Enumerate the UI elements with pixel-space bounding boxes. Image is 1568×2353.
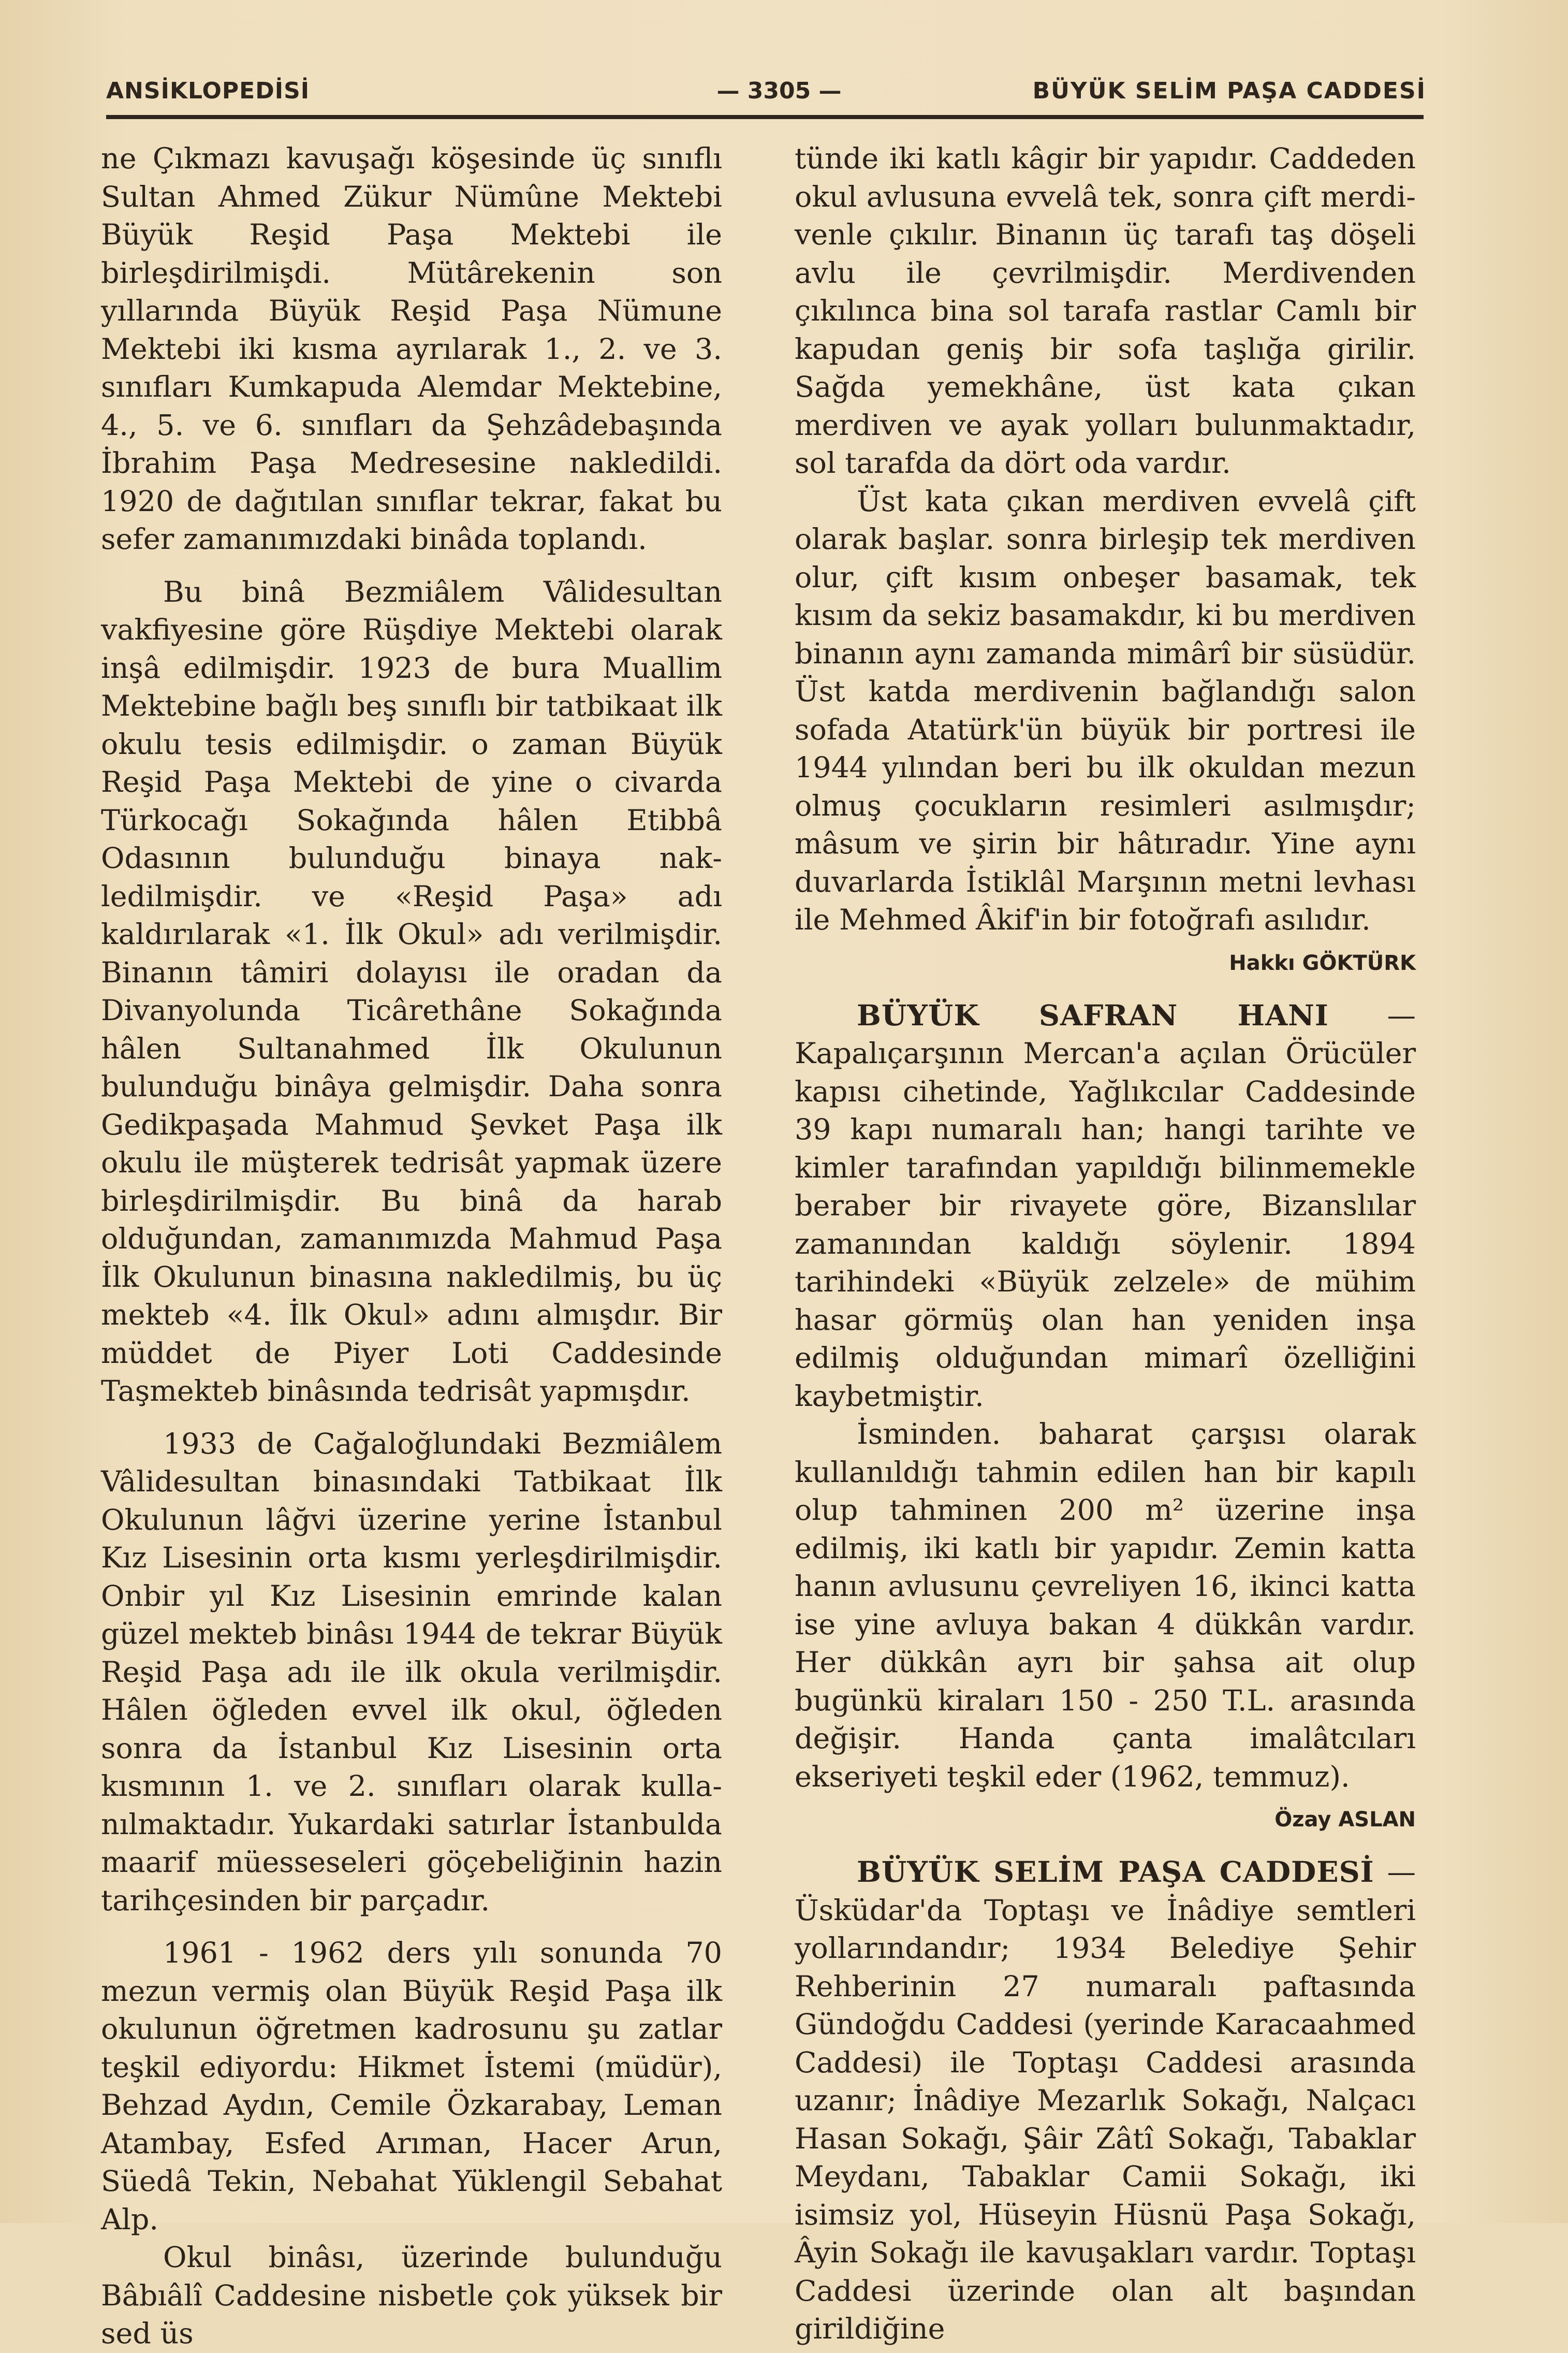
paragraph: İsminden. baharat çarşısı olarak kullanıldığı tahmin edilen han bir kapılı olup tahminen 200 m² üzerine inşa edilmiş, iki katlı bir yapıdır. Zemin katta hanın avlusunu çevreliyen 16, ikinci katta ise yine avluya bakan 4 dükkân vardır. Her dükkân ayrı bir şahsa ait olup bugünkü kiraları 150 - 250 T.L. arasında değişir. Handa çanta imalâtcıları ekseriyeti teşkil eder (1962, temmuz). <box>795 1417 1416 1794</box>
paragraph: Bu binâ Bezmiâlem Vâlidesultan vakfiyesine göre Rüşdiye Mektebi olarak inşâ edilmişdir. 1923 de bura Muallim Mektebine bağlı beş sınıflı bir tatbikaat ilk okulu tesis edilmişdir. o zaman Büyük Reşid Paşa Mektebi de yine o civarda Türkocağı Sokağında hâlen Etibbâ Odasının bulunduğu binaya nakledilmişdir. ve «Reşid Paşa» adı kaldırılarak «1. İlk Okul» adı verilmişdir. Binanın tâmiri dolayısı ile oradan da Divanyolunda Ticârethâne Sokağında hâlen Sultanahmed İlk Okulunun bulunduğu binâya gelmişdir. Daha sonra Gedikpaşada Mahmud Şevket Paşa ilk okulu ile müşterek tedrisât yapmak üzere birleşdirilmişdir. Bu binâ da harab olduğundan, zamanımızda Mahmud Paşa İlk Okulunun binasına nakledilmiş, bu üç mekteb «4. İlk Okul» adını almışdır. Bir müddet de Piyer Loti Caddesinde Taşmekteb binâsında tedrisât yapmışdır. <box>101 575 722 1408</box>
entry-text: — Kapalıçarşının Mercan'a açılan Örücüler kapısı cihetinde, Yağlıkcılar Caddesinde 39 kapı numaralı han; hangi tarihte ve kimler tarafından yapıldığı bilinmemekle beraber bir rivayete göre, Bizanslılar zamanından kaldığı söylenir. 1894 tarihindeki «Büyük zelzele» de mühim hasar görmüş olan han yeniden inşa edilmiş olduğundan mimarî özelliğini kaybetmiştir. <box>795 998 1416 1413</box>
entry-text: — Üsküdar'da Toptaşı ve İnâdiye semtleri yollarındandır; 1934 Belediye Şehir Rehberinin 27 numaralı paftasında Gündoğdu Caddesi (yerinde Karacaahmed Caddesi) ile Toptaşı Caddesi arasında uzanır; İnâdiye Mezarlık Sokağı, Nalçacı Hasan Sokağı, Şâir Zâtî Sokağı, Tabaklar Meydanı, Tabaklar Camii Sokağı, iki isimsiz yol, Hüseyin Hüsnü Paşa Sokağı, Âyin Sokağı ile kavuşakları vardır. Toptaşı Caddesi üzerinde olan alt başından girildiğine <box>795 1855 1416 2346</box>
paragraph: 1933 de Cağaloğlundaki Bezmiâlem Vâlidesultan binasındaki Tatbikaat İlk Okulunun lâğvi üzerine yerine İstanbul Kız Lisesinin orta kısmı yerleşdirilmişdir. Onbir yıl Kız Lisesinin emrinde kalan güzel mekteb binâsı 1944 de tekrar Büyük Reşid Paşa adı ile ilk okula verilmişdir. Hâlen öğleden evvel ilk okul, öğleden sonra da İstanbul Kız Lisesinin orta kısmının 1. ve 2. sınıfları olarak kullanılmaktadır. Yukardaki satırlar İstanbulda maarif müesseseleri göçebeliğinin hazin tarihçesinden bir parçadır. <box>101 1427 722 1918</box>
author-signature: Hakkı GÖKTÜRK <box>1229 951 1416 975</box>
page-number: — 3305 — <box>716 78 842 104</box>
paragraph: 1961 - 1962 ders yılı sonunda 70 mezun vermiş olan Büyük Reşid Paşa ilk okulunun öğretmen kadrosunu şu zatlar teşkil ediyordu: Hikmet İstemi (müdür), Behzad Aydın, Cemile Özkarabay, Leman Atambay, Esfed Arıman, Hacer Arun, Süedâ Tekin, Nebahat Yüklengil Sebahat Alp. <box>101 1936 722 2236</box>
paragraph: ne Çıkmazı kavuşağı köşesinde üç sınıflı Sultan Ahmed Zükur Nümûne Mektebi Büyük Reşid Paşa Mektebi ile birleşdirilmişdi. Mütârekenin son yıllarında Büyük Reşid Paşa Nümune Mektebi iki kısma ayrılarak 1., 2. ve 3. sınıfları Kumkapuda Alemdar Mektebine, 4., 5. ve 6. sınıfları da Şehzâdebaşında İbrahim Paşa Medresesine nakledildi. 1920 de dağıtılan sınıflar tekrar, fakat bu sefer zamanımızdaki binâda toplandı. <box>101 142 722 556</box>
entry-title: BÜYÜK SELİM PAŞA CADDESİ <box>857 1855 1374 1889</box>
paragraph: Üst kata çıkan merdiven evvelâ çift olarak başlar. sonra birleşip tek merdiven olur, çift kısım onbeşer basamak, tek kısım da sekiz basamakdır, ki bu merdiven binanın aynı zamanda mimârî bir süsüdür. Üst katda merdivenin bağlandığı salon sofada Atatürk'ün büyük bir portresi ile 1944 yılından beri bu ilk okuldan mezun olmuş çocukların resimleri asılmışdır; mâsum ve şirin bir hâtıradır. Yine aynı duvarlarda İstiklâl Marşının metni levhası ile Mehmed Âkif'in bir fotoğrafı asılıdır. <box>795 484 1416 937</box>
header-rule <box>106 115 1424 119</box>
paragraph: Okul binâsı, üzerinde bulunduğu Bâbıâlî Caddesine nisbetle çok yüksek bir sed üs <box>101 2241 722 2350</box>
author-signature: Özay ASLAN <box>1274 1808 1416 1832</box>
entry-paragraph <box>795 1853 1416 2348</box>
header-encyclopedia-label: ANSİKLOPEDİSİ <box>106 78 310 104</box>
paragraph: tünde iki katlı kâgir bir yapıdır. Caddeden okul avlusuna evvelâ tek, sonra çift merdivenle çıkılır. Binanın üç tarafı taş döşeli avlu ile çevrilmişdir. Merdivenden çıkılınca bina sol tarafa rastlar Camlı bir kapudan geniş bir sofa taşlığa girilir. Sağda yemekhâne, üst kata çıkan merdiven ve ayak yolları bulunmaktadır, sol tarafda da dört oda vardır. <box>795 142 1416 480</box>
left-column <box>101 140 722 2353</box>
header-entry-label: BÜYÜK SELİM PAŞA CADDESİ <box>1032 78 1426 104</box>
entry-title: BÜYÜK SAFRAN HANI <box>857 998 1329 1033</box>
entry-paragraph <box>795 997 1416 1416</box>
running-header <box>106 72 1426 114</box>
right-column <box>795 140 1416 2348</box>
